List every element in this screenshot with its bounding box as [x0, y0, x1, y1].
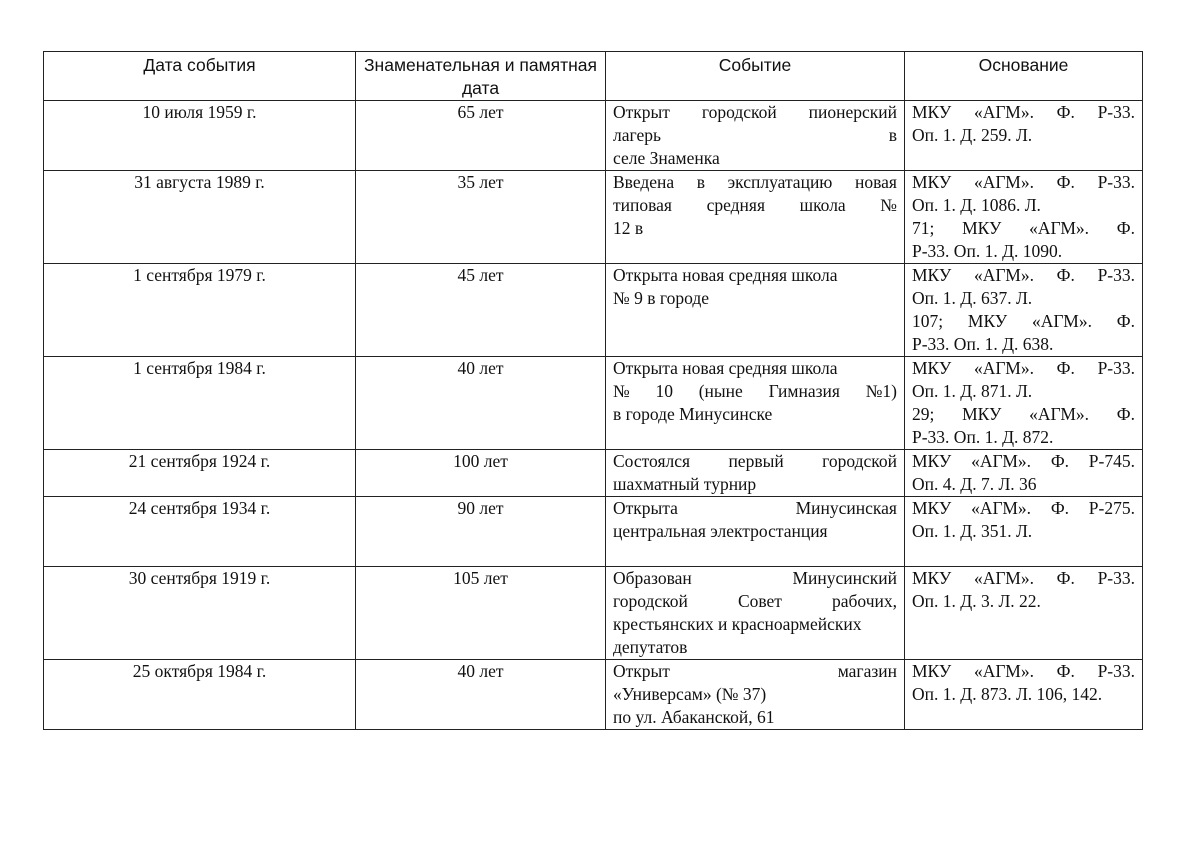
cell-basis	[905, 171, 1143, 264]
text-line: депутатов	[613, 637, 688, 657]
text-line: Оп. 1. Д. 1086. Л.	[912, 195, 1041, 215]
text-line: селе Знаменка	[613, 148, 720, 168]
text-line: городской Совет рабочих,	[613, 591, 897, 611]
cell-anniversary: 100 лет	[356, 450, 606, 497]
cell-anniversary: 40 лет	[356, 357, 606, 450]
cell-basis	[905, 264, 1143, 357]
cell-basis	[905, 567, 1143, 660]
cell-basis	[905, 357, 1143, 450]
cell-event	[606, 357, 905, 450]
cell-date: 21 сентября 1924 г.	[44, 450, 356, 497]
cell-event	[606, 171, 905, 264]
text-line: крестьянских и красноармейских	[613, 614, 862, 634]
events-table	[43, 51, 1143, 730]
text-line: 12 в	[613, 218, 644, 238]
cell-anniversary: 40 лет	[356, 660, 606, 730]
text-line: Введена в эксплуатацию новая	[613, 172, 897, 192]
cell-event	[606, 497, 905, 567]
cell-date: 25 октября 1984 г.	[44, 660, 356, 730]
text-line: № 10 (ныне Гимназия №1)	[613, 381, 897, 401]
cell-basis	[905, 450, 1143, 497]
text-line: Оп. 1. Д. 871. Л.	[912, 381, 1033, 401]
header-event: Событие	[606, 52, 905, 101]
cell-basis	[905, 497, 1143, 567]
text-line: Оп. 1. Д. 3. Л. 22.	[912, 591, 1041, 611]
text-line: Состоялся первый городской	[613, 451, 897, 471]
text-line: МКУ «АГМ». Ф. Р-745.	[912, 451, 1135, 471]
text-line: МКУ «АГМ». Ф. Р-33.	[912, 568, 1135, 588]
cell-event	[606, 660, 905, 730]
text-line: Открыта новая средняя школа	[613, 358, 838, 378]
text-line: Р-33. Оп. 1. Д. 638.	[912, 334, 1054, 354]
text-line: Открыт магазин	[613, 661, 897, 681]
text-line: МКУ «АГМ». Ф. Р-33.	[912, 661, 1135, 681]
text-line: МКУ «АГМ». Ф. Р-33.	[912, 172, 1135, 192]
header-date: Дата события	[44, 52, 356, 101]
text-line: Образован Минусинский	[613, 568, 897, 588]
table-row	[44, 450, 1143, 497]
text-line: Оп. 1. Д. 873. Л. 106, 142.	[912, 684, 1103, 704]
text-line: центральная электростанция	[613, 521, 828, 541]
header-anniversary: Знаменательная и памятная дата	[356, 52, 606, 101]
text-line: МКУ «АГМ». Ф. Р-33.	[912, 358, 1135, 378]
text-line: МКУ «АГМ». Ф. Р-33.	[912, 102, 1135, 122]
cell-date: 31 августа 1989 г.	[44, 171, 356, 264]
text-line: 29; МКУ «АГМ». Ф.	[912, 404, 1135, 424]
table-row	[44, 264, 1143, 357]
text-line: Р-33. Оп. 1. Д. 872.	[912, 427, 1054, 447]
text-line: Оп. 1. Д. 637. Л.	[912, 288, 1033, 308]
text-line: Оп. 1. Д. 259. Л.	[912, 125, 1033, 145]
text-line: в городе Минусинске	[613, 404, 773, 424]
cell-date: 10 июля 1959 г.	[44, 101, 356, 171]
text-line: 107; МКУ «АГМ». Ф.	[912, 311, 1135, 331]
text-line: Оп. 1. Д. 351. Л.	[912, 521, 1033, 541]
text-line: шахматный турнир	[613, 474, 757, 494]
table-row	[44, 101, 1143, 171]
cell-date: 1 сентября 1984 г.	[44, 357, 356, 450]
cell-anniversary: 65 лет	[356, 101, 606, 171]
text-line: лагерь в	[613, 125, 897, 145]
cell-date: 30 сентября 1919 г.	[44, 567, 356, 660]
table-header-row	[44, 52, 1143, 101]
cell-basis	[905, 660, 1143, 730]
text-line: Открыта новая средняя школа	[613, 265, 838, 285]
text-line: «Универсам» (№ 37)	[613, 684, 767, 704]
cell-anniversary: 105 лет	[356, 567, 606, 660]
cell-event	[606, 450, 905, 497]
cell-event	[606, 101, 905, 171]
text-line: МКУ «АГМ». Ф. Р-275.	[912, 498, 1135, 518]
header-basis: Основание	[905, 52, 1143, 101]
text-line: Оп. 4. Д. 7. Л. 36	[912, 474, 1037, 494]
table-row	[44, 171, 1143, 264]
table-row	[44, 567, 1143, 660]
cell-date: 24 сентября 1934 г.	[44, 497, 356, 567]
cell-basis	[905, 101, 1143, 171]
text-line: Открыта Минусинская	[613, 498, 897, 518]
cell-anniversary: 90 лет	[356, 497, 606, 567]
cell-anniversary: 35 лет	[356, 171, 606, 264]
cell-anniversary: 45 лет	[356, 264, 606, 357]
text-line: № 9 в городе	[613, 288, 709, 308]
text-line: типовая средняя школа №	[613, 195, 897, 215]
text-line: Р-33. Оп. 1. Д. 1090.	[912, 241, 1063, 261]
cell-event	[606, 567, 905, 660]
text-line: 71; МКУ «АГМ». Ф.	[912, 218, 1135, 238]
cell-date: 1 сентября 1979 г.	[44, 264, 356, 357]
text-line: МКУ «АГМ». Ф. Р-33.	[912, 265, 1135, 285]
text-line: по ул. Абаканской, 61	[613, 707, 775, 727]
table-row	[44, 660, 1143, 730]
cell-event	[606, 264, 905, 357]
table-body	[44, 101, 1143, 730]
table-row	[44, 357, 1143, 450]
text-line: Открыт городской пионерский	[613, 102, 897, 122]
table-row	[44, 497, 1143, 567]
